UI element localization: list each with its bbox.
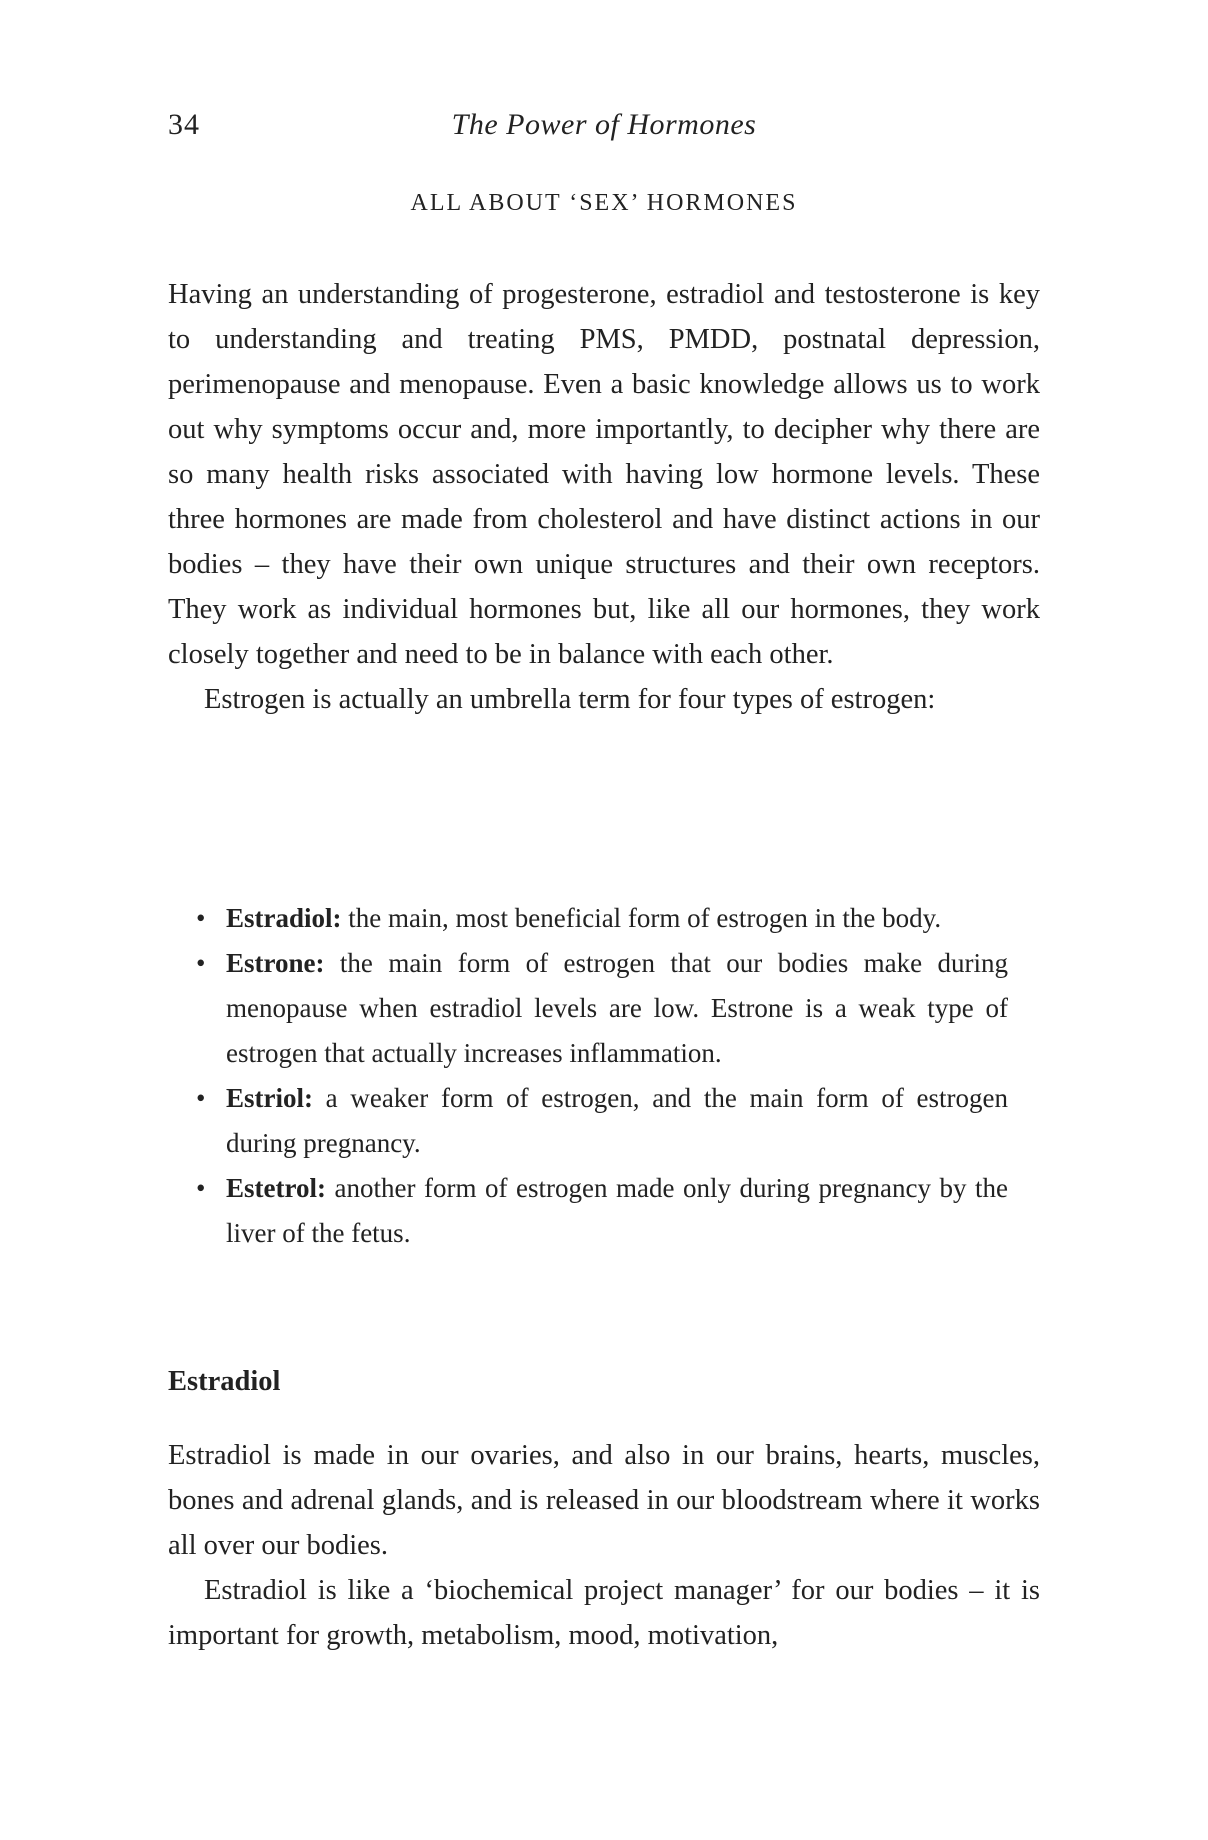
book-title: The Power of Hormones bbox=[451, 108, 757, 141]
page-number: 34 bbox=[168, 108, 200, 141]
intro-text bbox=[168, 272, 1040, 722]
intro-paragraph-2: Estrogen is actually an umbrella term for four types of estrogen: bbox=[204, 684, 936, 715]
estradiol-paragraph-1: Estradiol is made in our ovaries, and also in our brains, hearts, muscles, bones and adrenal glands, and is released in our bloodstream where it works all over our bodies. bbox=[168, 1440, 1040, 1561]
estradiol-paragraph-2: Estradiol is like a ‘biochemical project manager’ for our bodies – it is important for growth, metabolism, mood, motivation, bbox=[168, 1575, 1040, 1651]
list-item-desc: the main form of estrogen that our bodies make during menopause when estradiol levels are low. Estrone is a weak type of estrogen that actually increases inflammation. bbox=[226, 948, 1008, 1068]
list-item-term: Estetrol: bbox=[226, 1173, 326, 1203]
estrogen-types-list bbox=[196, 896, 1008, 1256]
list-item-term: Estradiol: bbox=[226, 903, 342, 933]
section-heading: ALL ABOUT ‘SEX’ HORMONES bbox=[410, 190, 798, 216]
list-item bbox=[196, 1166, 1008, 1256]
intro-paragraph-1: Having an understanding of progesterone, estradiol and testosterone is key to understanding and treating PMS, PMDD, postnatal depression, perimenopause and menopause. Even a basic knowledge allows us to work out why symptoms occur and, more importantly, to decipher why there are so many health risks associated with having low hormone levels. These three hormones are made from cholesterol and have distinct actions in our bodies – they have their own unique structures and their own receptors. They work as individual hormones but, like all our hormones, they work closely together and need to be in balance with each other. bbox=[168, 279, 1040, 670]
estradiol-text bbox=[168, 1433, 1040, 1658]
list-item bbox=[196, 896, 1008, 941]
list-item-term: Estrone: bbox=[226, 948, 325, 978]
list-item-term: Estriol: bbox=[226, 1083, 313, 1113]
bullet-icon: • bbox=[196, 1083, 206, 1113]
bullet-icon: • bbox=[196, 948, 206, 978]
list-item bbox=[196, 941, 1008, 1076]
running-head bbox=[168, 108, 1040, 152]
list-item-desc: the main, most beneficial form of estrogen in the body. bbox=[341, 903, 942, 933]
bullet-icon: • bbox=[196, 1173, 206, 1203]
list-item-desc: another form of estrogen made only during pregnancy by the liver of the fetus. bbox=[226, 1173, 1008, 1248]
estradiol-heading: Estradiol bbox=[168, 1366, 281, 1397]
list-item-desc: a weaker form of estrogen, and the main form of estrogen during pregnancy. bbox=[226, 1083, 1008, 1158]
bullet-icon: • bbox=[196, 903, 206, 933]
list-item bbox=[196, 1076, 1008, 1166]
